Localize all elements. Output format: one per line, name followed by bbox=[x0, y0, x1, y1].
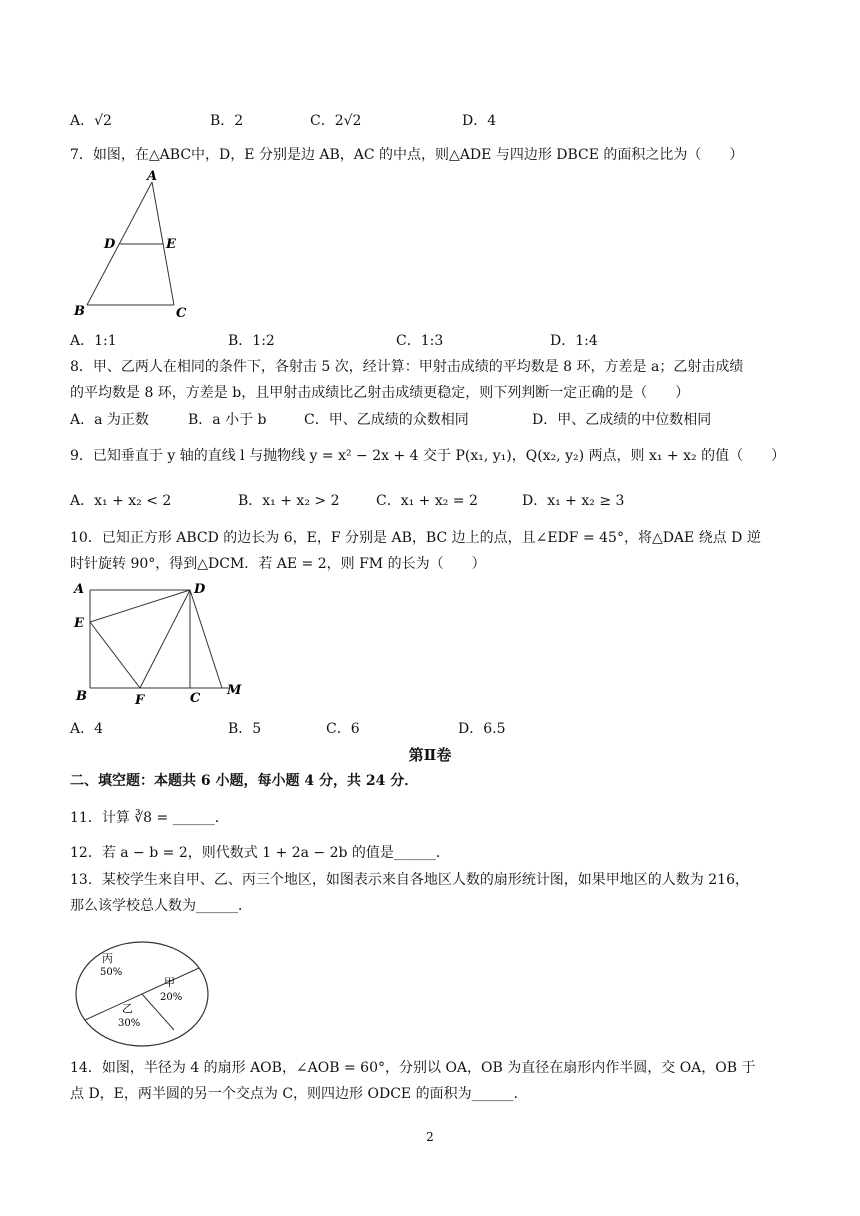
q10-label-d: D bbox=[194, 582, 206, 597]
q7-option-b: B．1:2 bbox=[228, 333, 275, 349]
q10-option-d: D．6.5 bbox=[458, 721, 506, 737]
pie-label-yi-name: 乙 bbox=[122, 1002, 133, 1015]
q8-option-c: C．甲、乙成绩的众数相同 bbox=[304, 412, 469, 428]
q10-option-c: C．6 bbox=[326, 721, 360, 737]
q10-label-c: C bbox=[190, 691, 201, 706]
q9-option-b: B．x₁ + x₂ > 2 bbox=[238, 493, 340, 509]
q9-option-a: A．x₁ + x₂ < 2 bbox=[70, 493, 172, 509]
q9-option-c: C．x₁ + x₂ = 2 bbox=[376, 493, 478, 509]
q12-stem: 12．若 a − b = 2，则代数式 1 + 2a − 2b 的值是______． bbox=[70, 845, 450, 861]
q14-stem-line2: 点 D，E，两半圆的另一个交点为 C，则四边形 ODCE 的面积为______． bbox=[70, 1086, 528, 1102]
q8-stem-line1: 8．甲、乙两人在相同的条件下，各射击 5 次，经计算：甲射击成绩的平均数是 8 环，方差是 a；乙射击成绩 bbox=[70, 359, 744, 375]
q10-option-a: A．4 bbox=[70, 721, 104, 737]
page-number: 2 bbox=[426, 1130, 434, 1144]
q10-label-a: A bbox=[74, 582, 85, 597]
q14-stem-line1: 14．如图，半径为 4 的扇形 AOB，∠AOB = 60°，分别以 OA，OB 为直径在扇形内作半圆，交 OA，OB 于 bbox=[70, 1060, 756, 1076]
q7-label-b: B bbox=[74, 304, 85, 319]
q7-label-a: A bbox=[147, 170, 158, 184]
pie-label-jia-name: 甲 bbox=[164, 976, 175, 989]
q11-stem: 11．计算 ∛8 = ______． bbox=[70, 810, 229, 826]
q7-label-e: E bbox=[166, 237, 176, 252]
pie-label-bing-pct: 50% bbox=[100, 967, 123, 978]
q9-stem: 9．已知垂直于 y 轴的直线 l 与抛物线 y = x² − 2x + 4 交于 P(x₁, y₁)，Q(x₂, y₂) 两点，则 x₁ + x₂ 的值（ ） bbox=[70, 448, 786, 464]
q7-label-d: D bbox=[104, 237, 116, 252]
q6-option-c: C．2√2 bbox=[310, 113, 362, 129]
pie-label-bing-name: 丙 bbox=[102, 952, 113, 965]
q10-label-m: M bbox=[227, 683, 242, 698]
q6-option-b: B．2 bbox=[210, 113, 244, 129]
q7-stem: 7．如图，在△ABC中，D，E 分别是边 AB，AC 的中点，则△ADE 与四边形 DBCE 的面积之比为（ ） bbox=[70, 147, 744, 163]
q8-option-a: A．a 为正数 bbox=[70, 412, 149, 428]
section-title: 二、填空题：本题共 6 小题，每小题 4 分，共 24 分． bbox=[70, 773, 419, 789]
q10-option-b: B．5 bbox=[228, 721, 262, 737]
q7-label-c: C bbox=[176, 306, 187, 321]
q8-stem-line2: 的平均数是 8 环，方差是 b，且甲射击成绩比乙射击成绩更稳定，则下列判断一定正确的是（ ） bbox=[70, 385, 690, 401]
q8-option-b: B．a 小于 b bbox=[188, 412, 267, 428]
q10-stem-line2: 时针旋转 90°，得到△DCM．若 AE = 2，则 FM 的长为（ ） bbox=[70, 556, 486, 572]
q7-option-c: C．1:3 bbox=[396, 333, 444, 349]
volume-title: 第Ⅱ卷 bbox=[408, 746, 452, 764]
q10-label-e: E bbox=[74, 616, 84, 631]
q13-stem-line1: 13．某校学生来自甲、乙、丙三个地区，如图表示来自各地区人数的扇形统计图，如果甲地区的人数为 216， bbox=[70, 872, 749, 888]
q9-option-d: D．x₁ + x₂ ≥ 3 bbox=[522, 493, 625, 509]
q13-stem-line2: 那么该学校总人数为______． bbox=[70, 898, 252, 914]
q7-option-d: D．1:4 bbox=[550, 333, 598, 349]
q10-label-f: F bbox=[135, 693, 145, 708]
q10-label-b: B bbox=[76, 689, 87, 704]
q8-option-d: D．甲、乙成绩的中位数相同 bbox=[532, 412, 712, 428]
pie-label-jia-pct: 20% bbox=[160, 992, 183, 1003]
q10-stem-line1: 10．已知正方形 ABCD 的边长为 6，E，F 分别是 AB，BC 边上的点，且∠EDF = 45°，将△DAE 绕点 D 逆 bbox=[70, 530, 761, 546]
pie-label-yi-pct: 30% bbox=[118, 1018, 141, 1029]
q6-option-d: D．4 bbox=[462, 113, 497, 129]
q6-option-a: A．√2 bbox=[70, 113, 112, 129]
q7-option-a: A．1:1 bbox=[70, 333, 117, 349]
q13-pie-chart bbox=[72, 938, 212, 1050]
q10-square-figure bbox=[70, 578, 250, 708]
q7-triangle-figure bbox=[70, 170, 200, 322]
